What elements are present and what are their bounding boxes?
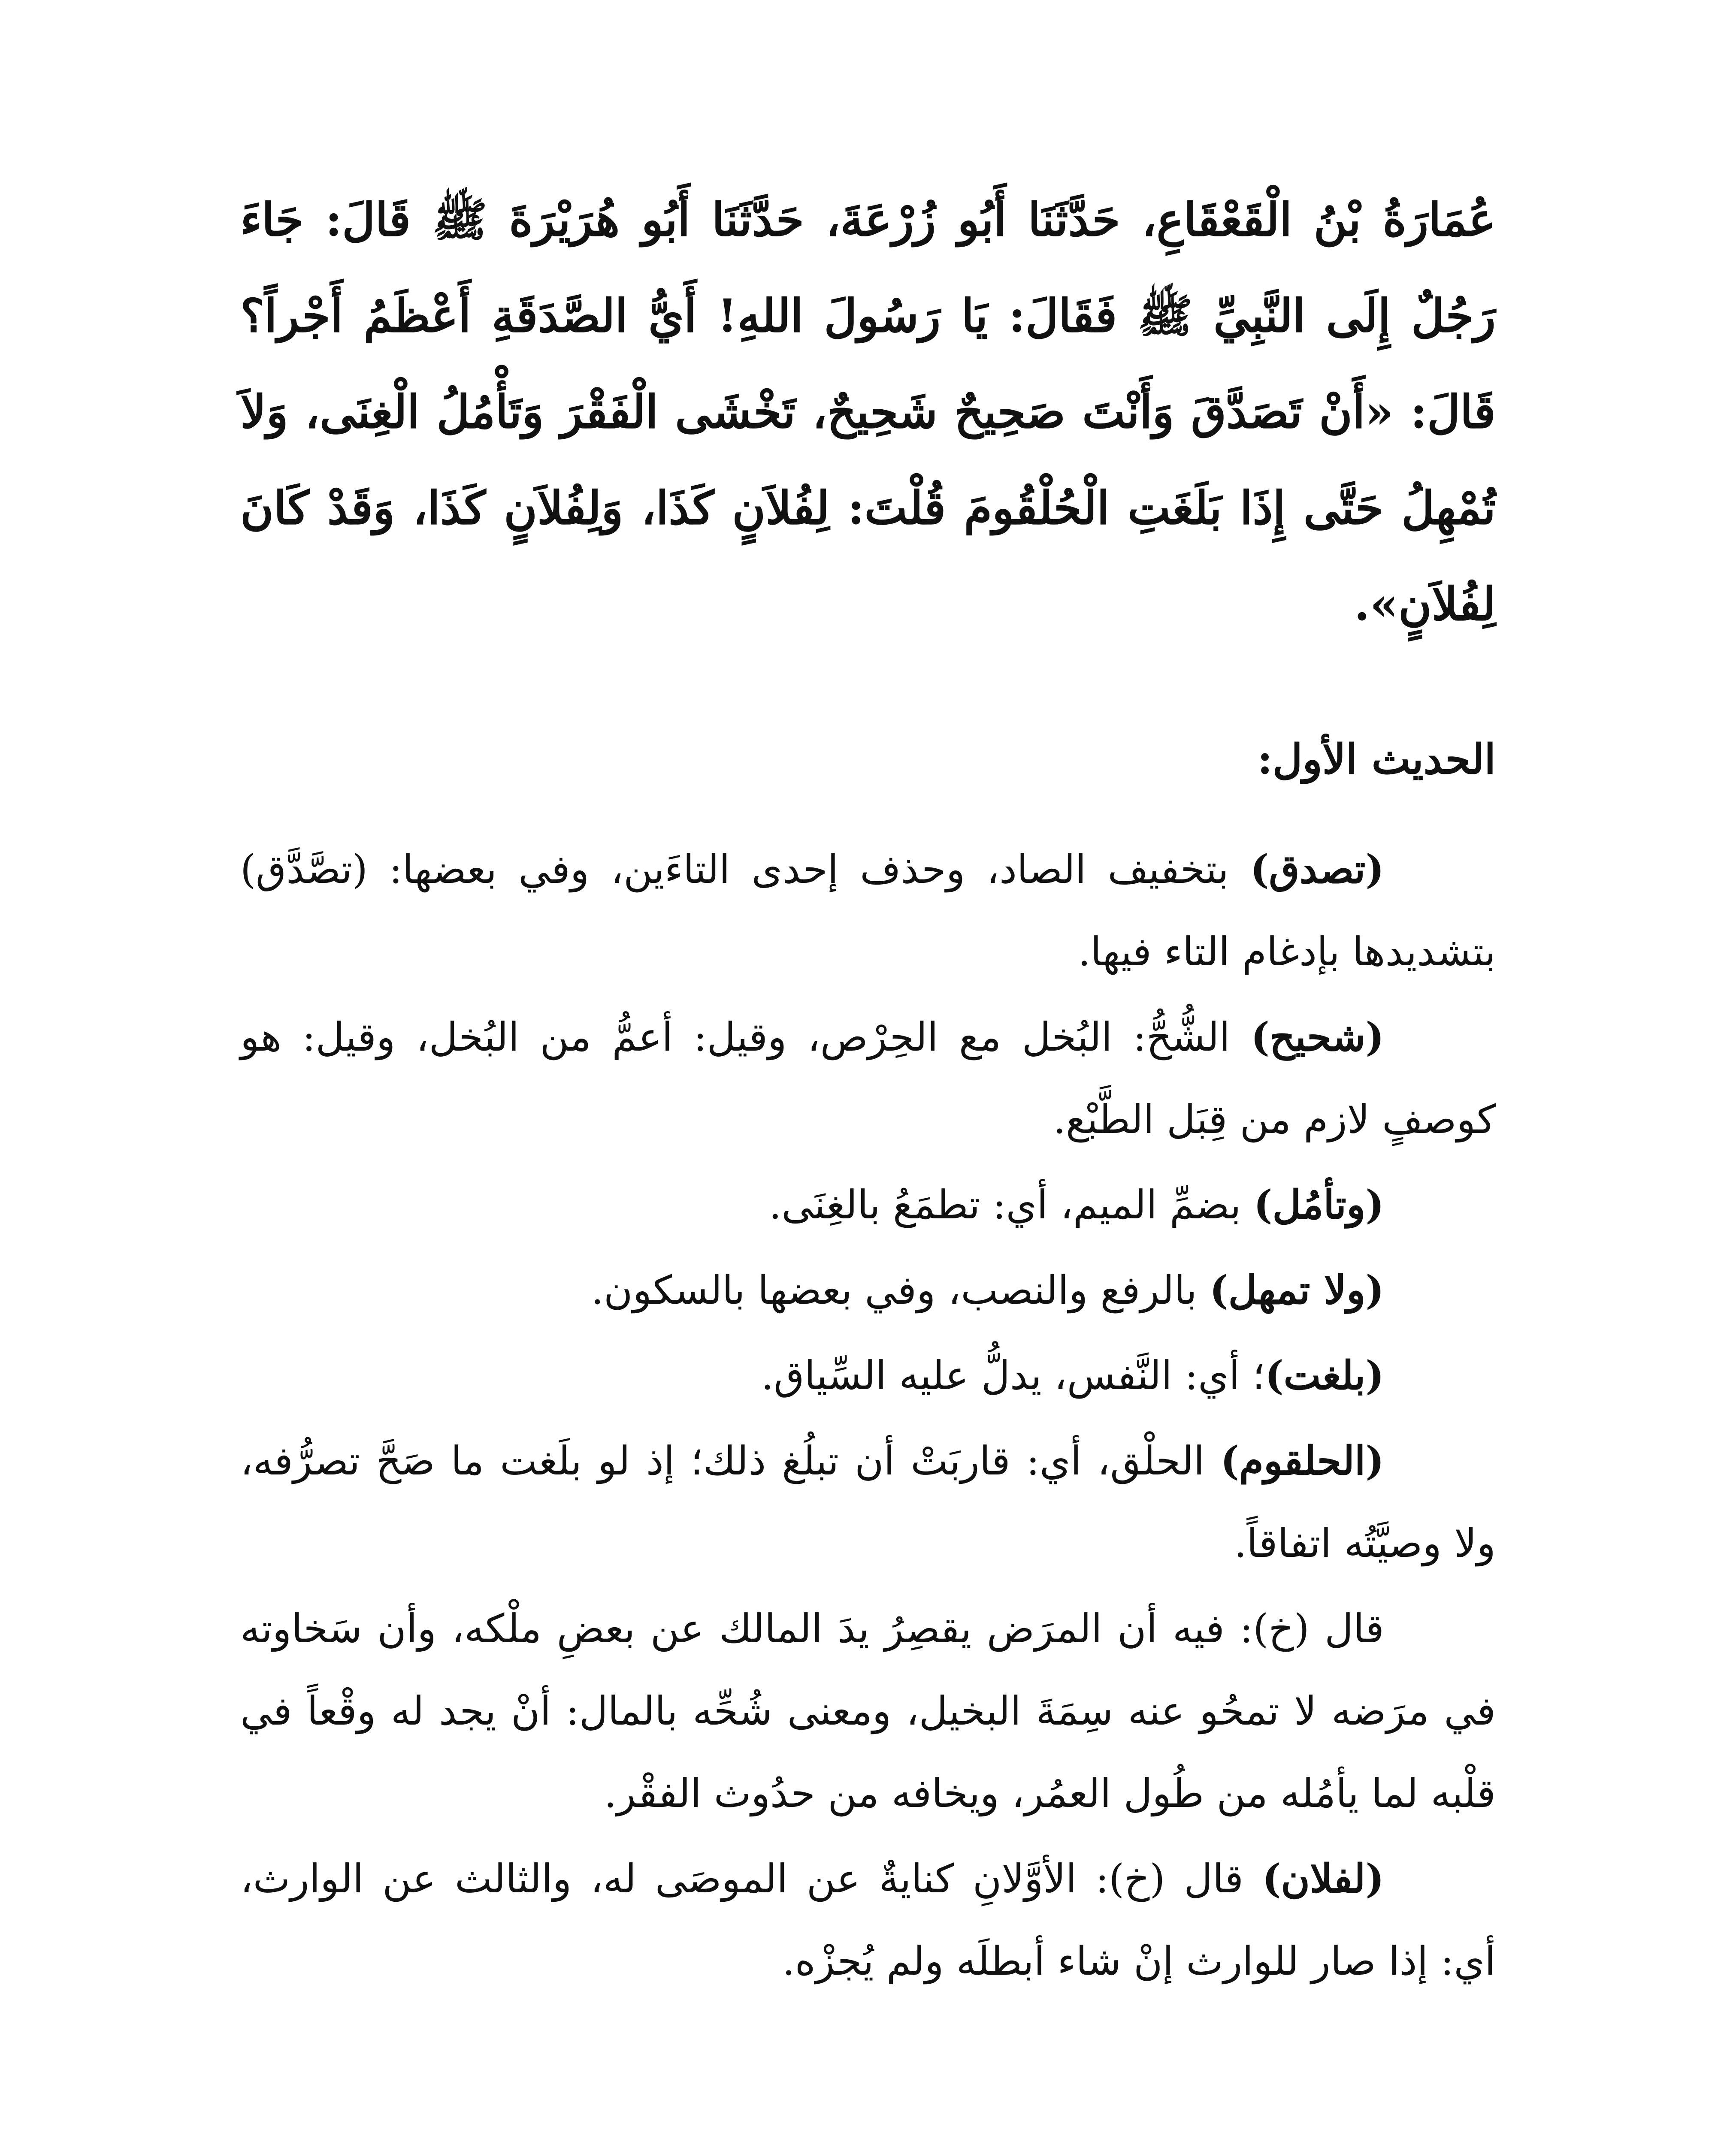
hadith-text: عُمَارَةُ بْنُ الْقَعْقَاعِ، حَدَّثَنَا أَبُو زُرْعَةَ، حَدَّثَنَا أَبُو هُرَيْرَةَ ﷺ قَالَ: جَاءَ رَجُلٌ إِلَى النَّبِيِّ ﷺ فَقَالَ: يَا رَسُولَ اللهِ! أَيُّ الصَّدَقَةِ أَعْظَمُ أَجْراً؟ قَالَ: «أَنْ تَصَدَّقَ وَأَنْتَ صَحِيحٌ شَحِيحٌ، تَخْشَى الْفَقْرَ وَتَأْمُلُ الْغِنَى، وَلاَ تُمْهِلُ حَتَّى إِذَا بَلَغَتِ الْحُلْقُومَ قُلْتَ: لِفُلاَنٍ كَذَا، وَلِفُلاَنٍ كَذَا، وَقَدْ كَانَ لِفُلاَنٍ». (240, 193, 1496, 631)
paragraph-text: قال (خ): الأوَّلانِ كنايةٌ عن الموصَى له، والثالث عن الوارث، أي: إذا صار للوارث إنْ شاء أبطلَه ولم يُجزْه. (240, 1856, 1496, 1984)
commentary-paragraph (240, 1334, 1496, 1417)
paragraph-lead: (الحلقوم) (1220, 1438, 1384, 1484)
paragraph-text: بالرفع والنصب، وفي بعضها بالسكون. (591, 1267, 1210, 1313)
paragraph-lead: (لفلان) (1262, 1855, 1384, 1902)
commentary-paragraph (240, 1587, 1496, 1835)
paragraph-lead: (وتأمُل) (1253, 1181, 1384, 1228)
commentary-paragraph (240, 1249, 1496, 1332)
commentary-paragraph (240, 1163, 1496, 1246)
paragraph-lead: (بلغت) (1265, 1352, 1384, 1399)
paragraph-text: الحلْق، أي: قاربَتْ أن تبلُغ ذلك؛ إذ لو بلَغت ما صَحَّ تصرُّفه، ولا وصيَّتُه اتفاقاً. (240, 1438, 1496, 1566)
commentary-paragraph (240, 828, 1496, 993)
paragraph-lead: (ولا تمهل) (1210, 1267, 1384, 1313)
commentary (240, 828, 1496, 2003)
paragraph-lead: (شحيح) (1251, 1014, 1384, 1060)
paragraph-text: بتخفيف الصاد، وحذف إحدى التاءَين، وفي بعضها: (تصَّدَّق) بتشديدها بإدغام التاء فيها. (240, 846, 1496, 975)
paragraph-lead: (تصدق) (1250, 846, 1384, 892)
commentary-paragraph (240, 1420, 1496, 1585)
paragraph-text: الشُّحُّ: البُخل مع الحِرْص، وقيل: أعمُّ من البُخل، وقيل: هو كوصفٍ لازم من قِبَل الطَّبْع. (240, 1014, 1496, 1142)
section-heading: الحديث الأول: (1257, 735, 1496, 783)
commentary-paragraph (240, 1837, 1496, 2003)
paragraph-text: بضمِّ الميم، أي: تطمَعُ بالغِنَى. (769, 1182, 1254, 1228)
commentary-paragraph (240, 996, 1496, 1161)
paragraph-text: قال (خ): فيه أن المرَض يقصِرُ يدَ المالك عن بعضِ ملْكه، وأن سَخاوته في مرَضه لا تمحُو عنه سِمَةَ البخيل، ومعنى شُحِّه بالمال: أنْ يجد له وقْعاً في قلْبه لما يأمُله من طُول العمُر، ويخافه من حدُوث الفقْر. (240, 1606, 1496, 1816)
paragraph-text: ؛ أي: النَّفس، يدلُّ عليه السِّياق. (761, 1353, 1265, 1399)
